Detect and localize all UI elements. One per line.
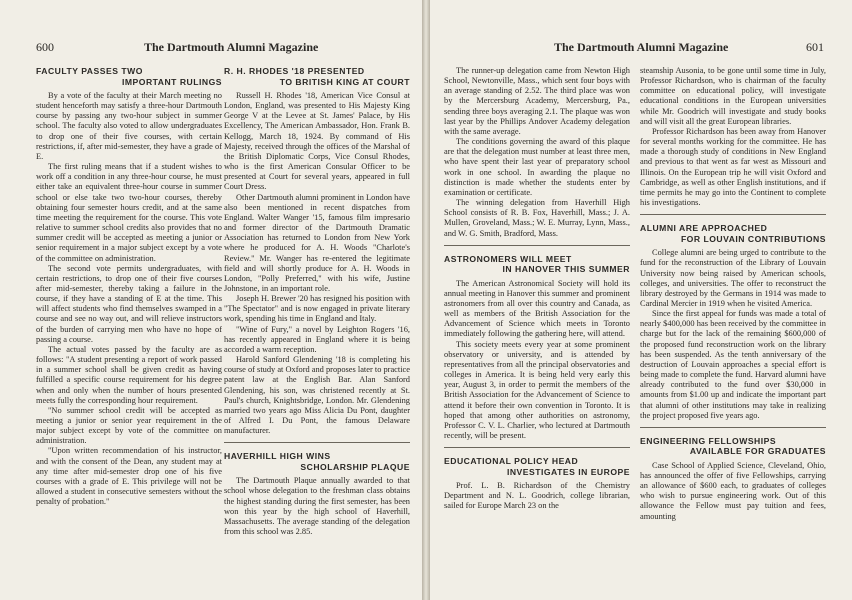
paragraph: Case School of Applied Science, Cleveland, Ohio, has announced the offer of five Fellowships, carrying an allowance of $600 each, to graduates of colleges who wish to pursue engineering work. Out of this allowance the Fellow must pay tuition and fees, amounting (640, 460, 826, 521)
article-headline: FACULTY PASSES TWO IMPORTANT RULINGS (36, 66, 222, 87)
page-number: 600 (36, 40, 54, 54)
right-column-2 (640, 66, 826, 522)
section-rule (444, 447, 630, 448)
running-head: The Dartmouth Alumni Magazine (144, 40, 319, 54)
paragraph: The winning delegation from Haverhill High School consists of R. B. Fox, Haverhill, Mass.; J. A. Mullen, Groveland, Mass.; W. E. Murray, Lynn, Mass., and W. G. Smith, Bradford, Mass. (444, 198, 630, 238)
page-number: 601 (806, 40, 824, 54)
paragraph: The actual votes passed by the faculty are as follows: "A student presenting a report of work passed in a summer school shall be given credit as having fulfilled a specific course requirement for his degree when and only when the number of hours presented meets fully the corresponding hour requirement. (36, 344, 222, 405)
paragraph: College alumni are being urged to contribute to the fund for the reconstruction of the Library of Louvain University now being raised by American schools, colleges, and universities. The offer to reconstruct the library destroyed by the Germans in 1914 was made to Cardinal Mercier in 1919 when he visited America. (640, 248, 826, 308)
paragraph: The conditions governing the award of this plaque are that the delegation must number at least three men, who have spent their last year of preparatory school work in one school. In awarding the plaque no distinction is made whether the students enter by examination or certificate. (444, 137, 630, 197)
paragraph: steamship Ausonia, to be gone until some time in July, Professor Richardson, who is chairman of the faculty committee on educational policy, will investigate educational conditions in the European universities while Mr. Goodrich will investigate and study books and will visit all the great European libraries. (640, 66, 826, 126)
paragraph: Other Dartmouth alumni prominent in London have also been mentioned in recent dispatches from England. Walter Wanger '15, famous film impresario and former director of the Dartmouth Dramatic Association has returned to London from New York where he produced for A. H. Woods "Charlote's Review." Mr. Wanger has re-entered the legitimate field and will shortly produce for A. H. Woods in London, "Polly Preferred," with his wife, Justine Johnstone, in an important role. (224, 192, 410, 293)
paragraph: "Upon written recommendation of his instructor, and with the consent of the Dean, any student may at any time after mid-semester drop one of his five courses with a grade of E. This privilege will not be allowed a student in consecutive semesters without the penalty of probation." (36, 446, 222, 507)
paragraph: The American Astronomical Society will hold its annual meeting in Hanover this summer and prominent astronomers from all over this country and Canada, as well as members of the British Association for the Advancement of Science which meets in Toronto immediately following the gathering here, will attend. (444, 278, 630, 339)
section-rule (224, 442, 410, 443)
right-column-1 (444, 66, 630, 512)
paragraph: Joseph H. Brewer '20 has resigned his position with "The Spectator" and is now engaged in private literary work, spending his time in England and Italy. (224, 294, 410, 324)
paragraph: Prof. L. B. Richardson of the Chemistry Department and N. L. Goodrich, college librarian, sailed for Europe March 23 on the (444, 481, 630, 511)
paragraph: The first ruling means that if a student wishes to work off a condition in any three-hour course, he must either take an equivalent three-hour course in summer school or else take two two-hour courses, thereby obtaining four semester hours credit, and at the same time meeting the requirement for the course. This vote relative to summer school credits also provides that no summer credit will be accepted as meeting a junior or senior requirement in a major subject except by a vote of the committee on administration. (36, 162, 222, 263)
paragraph: Russell H. Rhodes '18, American Vice Consul at London, England, was presented to His Majesty King George V at the Levee at St. James' Palace, by His Excellency, The American Ambassador, Hon. Frank B. Kellogg, March 18, 1924. By command of His Majesty, received through the offices of the Marshal of the British Diplomatic Corps, Vice Consul Rhodes, who is the first American Consular Officer to be presented at Court for several years, appeared in full Court Dress. (224, 91, 410, 192)
paragraph: "No summer school credit will be accepted as meeting a junior or senior year requirement in the major subject except by vote of the committee on administration. (36, 405, 222, 446)
article-headline: R. H. RHODES '18 PRESENTED TO BRITISH KING AT COURT (224, 66, 410, 87)
article-headline: ENGINEERING FELLOWSHIPS AVAILABLE FOR GRADUATES (640, 435, 826, 457)
article-headline: ASTRONOMERS WILL MEET IN HANOVER THIS SUMMER (444, 253, 630, 275)
section-rule (640, 427, 826, 428)
paragraph: The runner-up delegation came from Newton High School, Newtonville, Mass., which sent four boys with an average standing of 2.52. The third place was won by the Mercersburg Academy, Mercersburg, Pa., sending three boys averaging 2.1. The plaque was won last year by the Phillips Andover Academy delegation with the same average. (444, 66, 630, 136)
left-column-2 (224, 66, 410, 537)
left-column-1 (36, 66, 222, 507)
paragraph: "Wine of Fury," a novel by Leighton Rogers '16, has recently appeared in England where it is being accorded a warm reception. (224, 324, 410, 354)
paragraph: Since the first appeal for funds was made a total of nearly $400,000 has been received by the committee in charge but for the lack of the remaining $600,000 of the proposed fund reconstruction work on the library has been suspended. As the tenth anniversary of the destruction of Louvain approaches a special effort is being made to complete the fund. Harvard alumni have already contributed to the fund over $30,000 in amounts from $1.00 up and indicate the important part that alumni of other institutions may take in realizing the project proposed five years ago. (640, 309, 826, 420)
article-headline: ALUMNI ARE APPROACHED FOR LOUVAIN CONTRIBUTIONS (640, 223, 826, 244)
right-page (430, 0, 852, 600)
book-gutter (422, 0, 430, 600)
paragraph: Professor Richardson has been away from Hanover for several months working for the committee. He has made a thorough study of conditions in New England and previous to that went as far west as Missouri and Illinois. On the European trip he will visit Oxford and Cambridge, as well as other English institutions, and if time permits he may go into the Continent to complete his investigations. (640, 126, 826, 208)
paragraph: The Dartmouth Plaque annually awarded to that school whose delegation to the freshman class obtains the highest standing during the first semester, has been won this year by the high school of Haverhill, Massachusetts. The average standing of the delegation from this school was 2.85. (224, 476, 410, 537)
paragraph: Harold Sanford Glendening '18 is completing his course of study at Oxford and proposes later to practice patent law at the English Bar. Alan Sanford Glendening, his son, was christened recently at St. Paul's church, Knightsbridge, London. Mr. Glendening married two years ago Miss Alicia Du Pont, daughter of Alfred I. Du Pont, the famous Delaware manufacturer. (224, 355, 410, 436)
running-head: The Dartmouth Alumni Magazine (554, 40, 729, 54)
section-rule (444, 245, 630, 246)
section-rule (640, 214, 826, 215)
left-page (0, 0, 422, 600)
paragraph: The second vote permits undergraduates, with certain restrictions, to drop one of their five courses after mid-semester, thereby taking a failure in the course, if they have a standing of E at the time. This will affect students who find themselves swamped in a course and see no way out, and will relieve instructors of the burden of carrying men who have no hope of passing a course. (36, 263, 222, 344)
paragraph: This society meets every year at some prominent observatory or university, and is attended by representatives from all the principal observatories and colleges in America. It is being held very early this year, August 3, in order to permit the members of the British Association for the Advancement of Science to attend it before their own convention in Toronto. It is hoped that among other authorities on astronomy, Professor C. V. L. Charlier, who lectured at Dartmouth recently, will be present. (444, 339, 630, 440)
paragraph: By a vote of the faculty at their March meeting no student henceforth may satisfy a three-hour Dartmouth course by passing any two-hour subject in summer school. The faculty also voted to allow undergraduates to drop one of their five courses, with certain restrictions, if, after mid-semester, they have a grade of E. (36, 91, 222, 161)
article-headline: EDUCATIONAL POLICY HEAD INVESTIGATES IN EUROPE (444, 456, 630, 477)
article-headline: HAVERHILL HIGH WINS SCHOLARSHIP PLAQUE (224, 451, 410, 472)
